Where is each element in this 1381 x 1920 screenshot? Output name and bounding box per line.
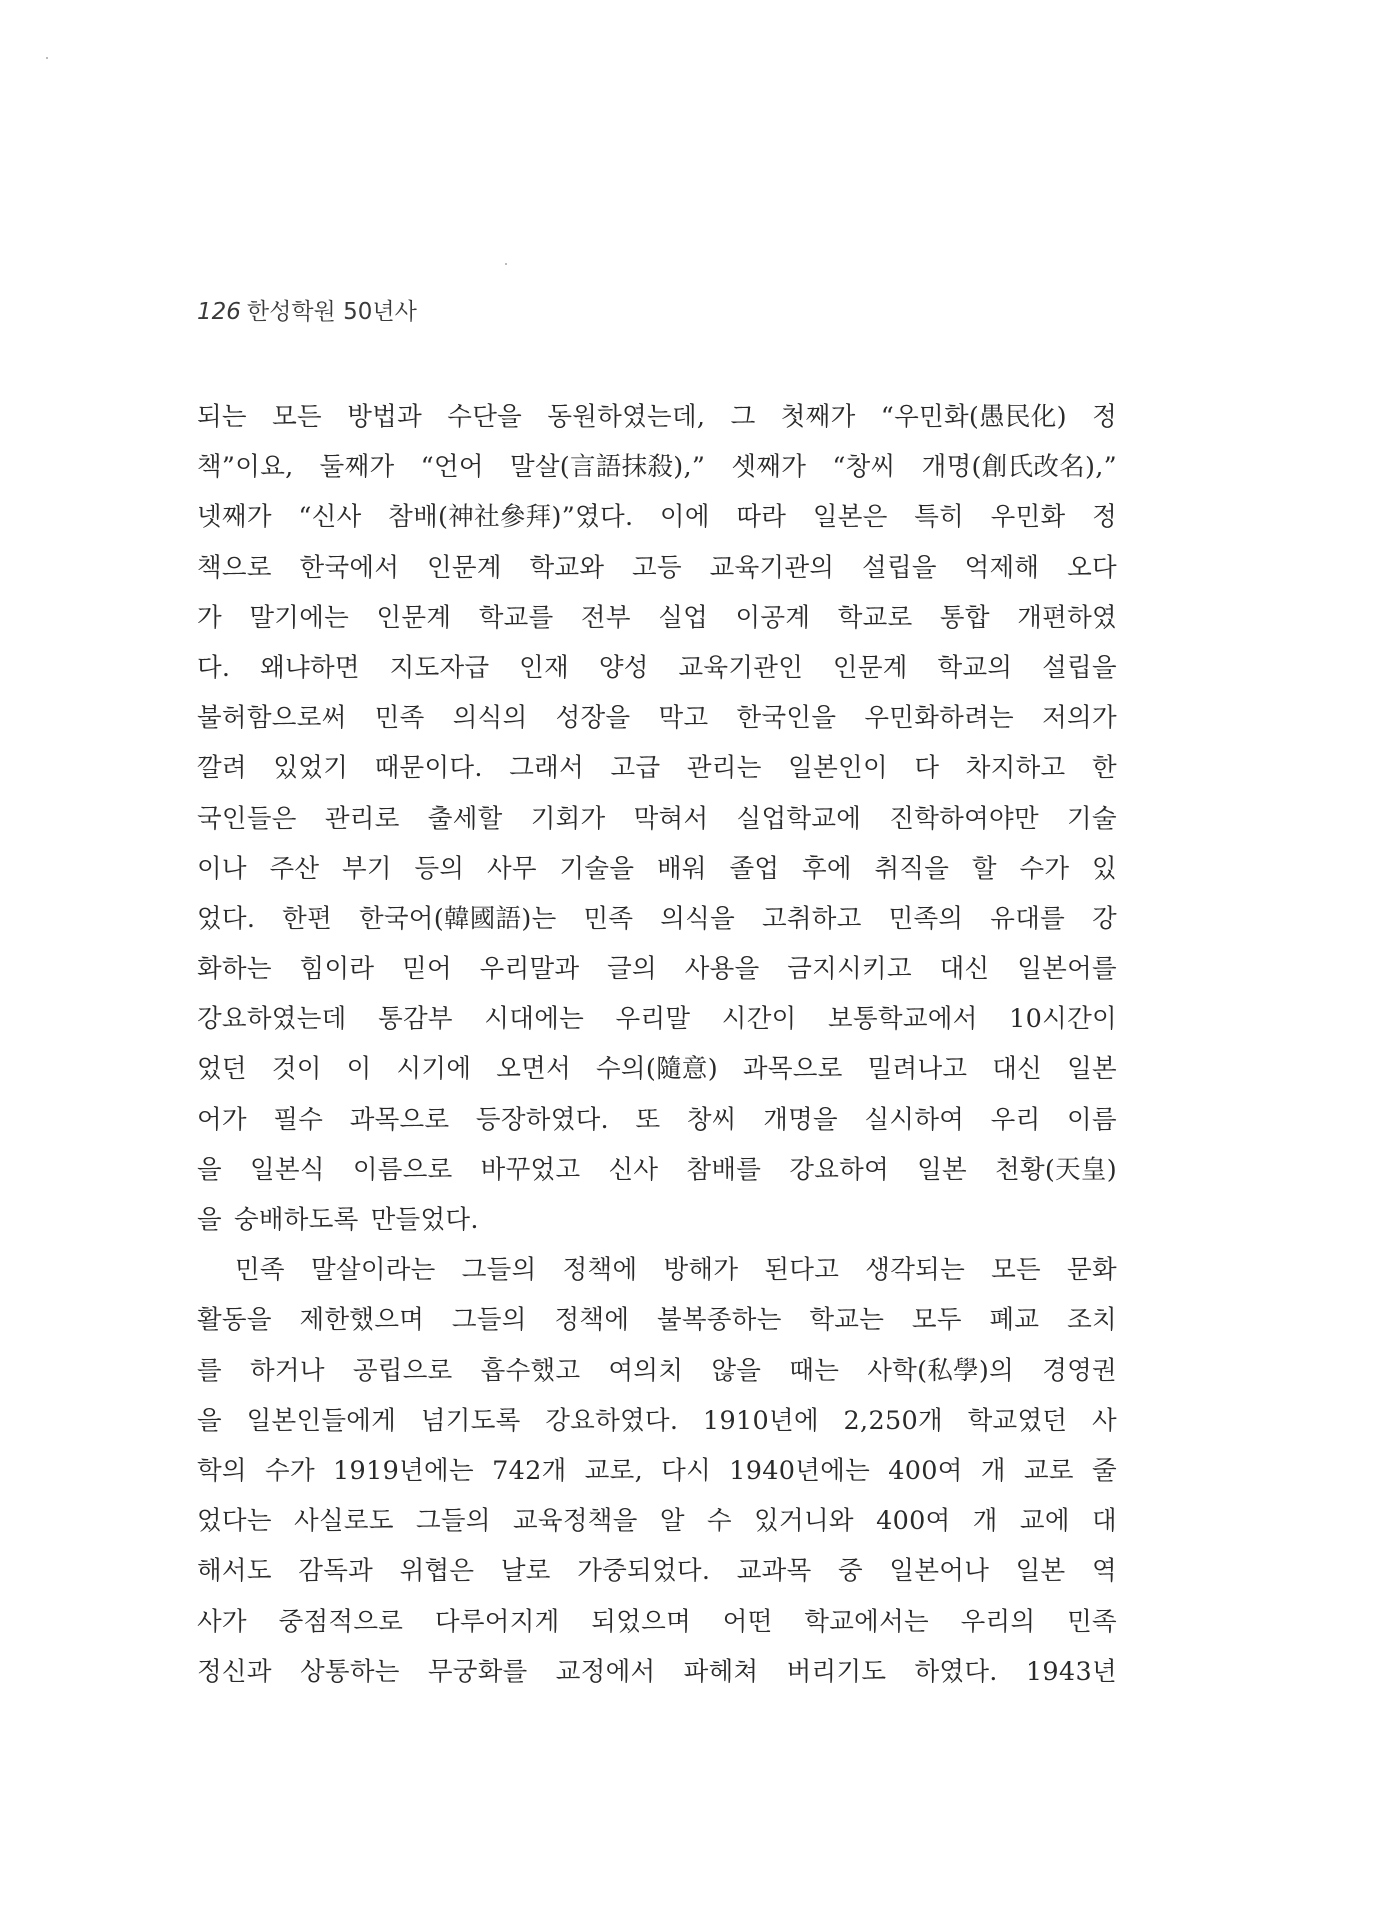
word: 왜냐하면 [260,652,360,683]
word: 실업 [658,602,709,633]
word: 책”이요, [197,452,294,483]
word: 인재 [519,652,570,683]
text-line [197,1245,1117,1295]
word: 학교로 [837,602,913,633]
word: 대 [1092,1506,1117,1537]
word: 천황(天皇) [995,1154,1117,1185]
word: 사학(私學)의 [867,1355,1015,1386]
word: 개 [980,1455,1006,1486]
word: 참배를 [686,1154,762,1185]
word: 다루어지게 [434,1606,560,1637]
word: 고취하고 [761,903,862,934]
text-line [197,1597,1117,1647]
word: 시간이 [721,1004,797,1035]
word: 막혀서 [633,803,709,834]
text-line [197,442,1117,492]
word: 첫째가 [780,402,856,432]
word: 한편 [282,903,333,934]
word: 강요하였다. [545,1405,679,1436]
word: 활동을 [197,1305,272,1336]
word: 강요하였는데 [197,1004,347,1035]
word: 있 [1091,853,1117,884]
word: 일본어를 [1017,954,1117,985]
word: “신사 [298,502,362,533]
word: 정책에 [554,1305,630,1336]
word: 400여 [876,1506,951,1537]
word: 방해가 [663,1255,739,1286]
word: 그래서 [509,753,585,784]
word: 학교에서는 [804,1606,929,1637]
word: 취직을 [874,853,950,884]
word: 무궁화를 [427,1656,528,1687]
word: 의식을 [660,903,736,934]
word: 일본 [1015,1556,1066,1587]
word: 출세할 [427,803,503,834]
word: 통감부 [378,1004,453,1035]
word: 교에 [1019,1506,1070,1537]
word: 된다고 [764,1255,840,1286]
word: 2,250개 [843,1405,943,1436]
page-number: 126 [197,299,241,325]
word: 학의 [197,1455,247,1486]
word: 말살(言語抹殺),” [509,452,706,483]
word: 모든 [991,1255,1041,1286]
word: “창씨 [832,452,896,483]
word: 민족 [1067,1606,1117,1637]
text-line [197,794,1117,844]
word: 바꾸었고 [480,1154,581,1185]
text-line [197,1496,1117,1546]
word: 하였다. [914,1656,998,1687]
text-line [197,593,1117,643]
word: 어가 [197,1104,247,1135]
word: 밀려나고 [867,1054,968,1085]
word: 부기 [342,853,392,884]
word: 가중되었다. [577,1556,711,1587]
word: 교정에서 [555,1656,656,1687]
word: 개명을 [763,1104,838,1135]
word: 알 [659,1506,685,1537]
word: 감독과 [298,1556,374,1587]
word: 공립으로 [352,1355,453,1386]
word: 폐교 [989,1305,1040,1336]
word: 때문이다. [374,753,483,784]
word: 1943년 [1025,1656,1117,1687]
word: 강요하여 [789,1154,890,1185]
word: 이나 [197,853,247,884]
word: 교육기관인 [678,652,804,683]
word: 화하는 [197,954,272,985]
word: 차지하고 [965,753,1066,784]
text-line [197,844,1117,894]
word: 정 [1092,502,1117,533]
word: 둘째가 [319,452,395,483]
word: 유대를 [990,903,1066,934]
word: 우민화하려는 [864,703,1014,734]
word: 다. [197,652,231,683]
word: 고등 [632,552,682,583]
text-line [197,1044,1117,1094]
word: 과목으로 [742,1054,843,1085]
word: 가 [197,602,222,633]
word: 동원하였는데, [547,402,706,432]
word: 정 [1092,402,1117,432]
word: 을 [197,1405,222,1436]
word: 설립을 [862,552,937,583]
word: 대신 [939,954,990,985]
word: 저의가 [1042,703,1117,734]
word: 수단을 [447,402,523,432]
word: 모두 [911,1305,962,1336]
word: 모든 [272,402,322,432]
word: 인문계 [832,652,908,683]
word: 민족 [235,1255,285,1286]
word: 관리로 [324,803,400,834]
word: 신사 [608,1154,659,1185]
word: 이름으로 [352,1154,453,1185]
word: 교육기관의 [709,552,835,583]
book-title: 한성학원 50년사 [246,299,417,325]
word: 었다. [197,903,256,934]
word: 필수 [273,1104,324,1135]
word: 또 [635,1104,661,1135]
word: 넷째가 [197,502,272,533]
word: 교로, [584,1455,644,1486]
word: 수가 [1019,853,1070,884]
word: 말살이라는 [310,1255,436,1286]
word: 졸업 [729,853,780,884]
word: 일본 [917,1154,967,1185]
text-line [197,693,1117,743]
word: 1940년에는 [729,1455,871,1486]
word: 흡수했고 [480,1355,581,1386]
word: 과목으로 [349,1104,450,1135]
text-line [197,1396,1117,1446]
word: 학교의 [937,652,1013,683]
word: 인문계 [426,552,502,583]
word: 한국인을 [736,703,837,734]
word: 중 [838,1556,863,1587]
word: 어떤 [722,1606,773,1637]
text-line [197,1195,1117,1245]
word: 기술을 [559,853,635,884]
word: 사용을 [684,954,760,985]
word: 않을 [711,1355,762,1386]
paragraph [197,392,1117,1245]
word: 었던 [197,1054,247,1085]
scan-speck [505,263,507,265]
word: 1919년에는 [333,1455,474,1486]
word: 등장하였다. [475,1104,609,1135]
word: 의식의 [452,703,528,734]
word: 시기에 [396,1054,472,1085]
text-line [197,994,1117,1044]
word: 었다는 [197,1506,272,1537]
word: 이에 [659,502,710,533]
word: 우리 [990,1104,1041,1135]
text-line [197,1647,1117,1697]
word: 민족 [583,903,634,934]
word: 개 [972,1506,998,1537]
word: 400여 [888,1455,963,1486]
text-line [197,944,1117,994]
word: 학교는 [809,1305,885,1336]
word: 중점적으로 [278,1606,404,1637]
word: 경영권 [1042,1355,1117,1386]
word: 금지시키고 [787,954,912,985]
word: 수 [706,1506,732,1537]
word: 우리의 [960,1606,1036,1637]
word: 있었기 [273,753,349,784]
word: 되었으며 [591,1606,692,1637]
word: 생각되는 [865,1255,965,1286]
word: 설립을 [1042,652,1117,683]
word: 성장을 [555,703,631,734]
word: 보통학교에서 [828,1004,978,1035]
word: 학교를 [478,602,554,633]
word: 일본은 [812,502,888,533]
word: 셋째가 [731,452,807,483]
word: 일본식 [250,1154,325,1185]
word: 기술 [1067,803,1117,834]
text-line [197,1145,1117,1195]
body-text [197,392,1117,1697]
word: 전부 [580,602,631,633]
word: 것이 [271,1054,322,1085]
word: 양성 [598,652,649,683]
word: 그들의 [415,1506,491,1537]
word: 배워 [656,853,707,884]
word: 사 [1091,1405,1117,1436]
word: 민족의 [888,903,964,934]
word: 사가 [197,1606,247,1637]
text-line [197,1095,1117,1145]
word: 그 [730,402,756,432]
word: 불복종하는 [656,1305,782,1336]
word: 시대에는 [484,1004,585,1035]
word: 버리기도 [786,1656,887,1687]
running-header [197,293,417,326]
word: 이 [346,1054,372,1085]
word: 개편하였 [1017,602,1117,633]
word: 불허함으로써 [197,703,347,734]
word: 제한했으며 [299,1305,425,1336]
word: 되는 [197,402,247,432]
scan-speck [46,57,48,59]
word: 민족 [374,703,425,734]
word: 해서도 [197,1556,272,1587]
word: 742개 [492,1455,567,1486]
word: 일본인이 [788,753,888,784]
word: 수의(隨意) [596,1054,718,1085]
word: 믿어 [402,954,452,985]
word: 만들었다. [370,1205,479,1235]
word: 일본어나 [889,1556,990,1587]
word: 억제해 [964,552,1040,583]
word: 사실로도 [294,1506,394,1537]
word: 을 [197,1205,222,1235]
word: 이공계 [735,602,811,633]
text-line [197,392,1117,442]
word: 창씨 [686,1104,737,1135]
word: 대신 [992,1054,1043,1085]
word: 강 [1091,903,1117,934]
word: 우리말과 [479,954,580,985]
word: 파헤쳐 [683,1656,759,1687]
word: 를 [197,1355,222,1386]
text-line [197,543,1117,593]
word: 때는 [789,1355,840,1386]
text-line [197,894,1117,944]
word: 후에 [801,853,852,884]
word: 사무 [487,853,537,884]
word: 교과목 [736,1556,812,1587]
word: 방법과 [347,402,423,432]
word: 국인들은 [197,803,297,834]
word: 넘기도록 [420,1405,521,1436]
word: 지도자급 [389,652,490,683]
word: 막고 [658,703,709,734]
word: 기회가 [530,803,606,834]
word: 을 [197,1154,222,1185]
word: 상통하는 [299,1656,400,1687]
text-line [197,1446,1117,1496]
word: 한 [1091,753,1117,784]
word: 참배(神社參拜)”였다. [388,502,634,533]
word: 힘이라 [299,954,375,985]
word: 통합 [939,602,990,633]
word: 줄 [1091,1455,1117,1486]
word: 이름 [1067,1104,1117,1135]
word: 다시 [661,1455,712,1486]
word: 우민화 [990,502,1066,533]
text-line [197,743,1117,793]
word: 따라 [736,502,787,533]
word: 주산 [269,853,320,884]
word: 다 [914,753,940,784]
word: 깔려 [197,753,247,784]
word: 숭배하도록 [233,1205,359,1235]
text-line [197,643,1117,693]
word: 인문계 [376,602,452,633]
word: 교육정책을 [512,1506,638,1537]
word: 1910년에 [702,1405,819,1436]
text-line [197,1546,1117,1596]
word: 10시간이 [1009,1004,1117,1035]
text-line [197,1295,1117,1345]
word: 등의 [414,853,465,884]
word: 한국에서 [299,552,400,583]
word: 일본인들에게 [246,1405,397,1436]
word: 고급 [610,753,661,784]
word: 일본 [1067,1054,1117,1085]
word: 조치 [1067,1305,1117,1336]
word: “언어 [420,452,484,483]
word: 여의치 [608,1355,684,1386]
word: 실업학교에 [736,803,862,834]
word: 할 [971,853,997,884]
word: “우민화(愚民化) [880,402,1067,432]
word: 역 [1091,1556,1117,1587]
word: 그들의 [451,1305,527,1336]
word: 학교와 [529,552,605,583]
word: 학교였던 [967,1405,1068,1436]
word: 정신과 [197,1656,272,1687]
word: 날로 [500,1556,551,1587]
word: 위협은 [399,1556,475,1587]
word: 진학하여야만 [889,803,1039,834]
word: 특히 [914,502,965,533]
word: 말기에는 [249,602,350,633]
text-line [197,492,1117,542]
word: 수가 [265,1455,315,1486]
word: 한국어(韓國語)는 [358,903,557,934]
word: 관리는 [686,753,762,784]
word: 그들의 [461,1255,537,1286]
word: 오면서 [496,1054,572,1085]
word: 하거나 [250,1355,325,1386]
word: 오다 [1067,552,1117,583]
word: 우리말 [615,1004,691,1035]
text-line [197,1346,1117,1396]
word: 글의 [607,954,657,985]
word: 책으로 [197,552,272,583]
word: 교로 [1023,1455,1074,1486]
word: 개명(創氏改名),” [921,452,1117,483]
word: 정책에 [562,1255,638,1286]
paragraph [197,1245,1117,1697]
word: 있거니와 [754,1506,854,1537]
word: 문화 [1067,1255,1117,1286]
word: 실시하여 [864,1104,965,1135]
